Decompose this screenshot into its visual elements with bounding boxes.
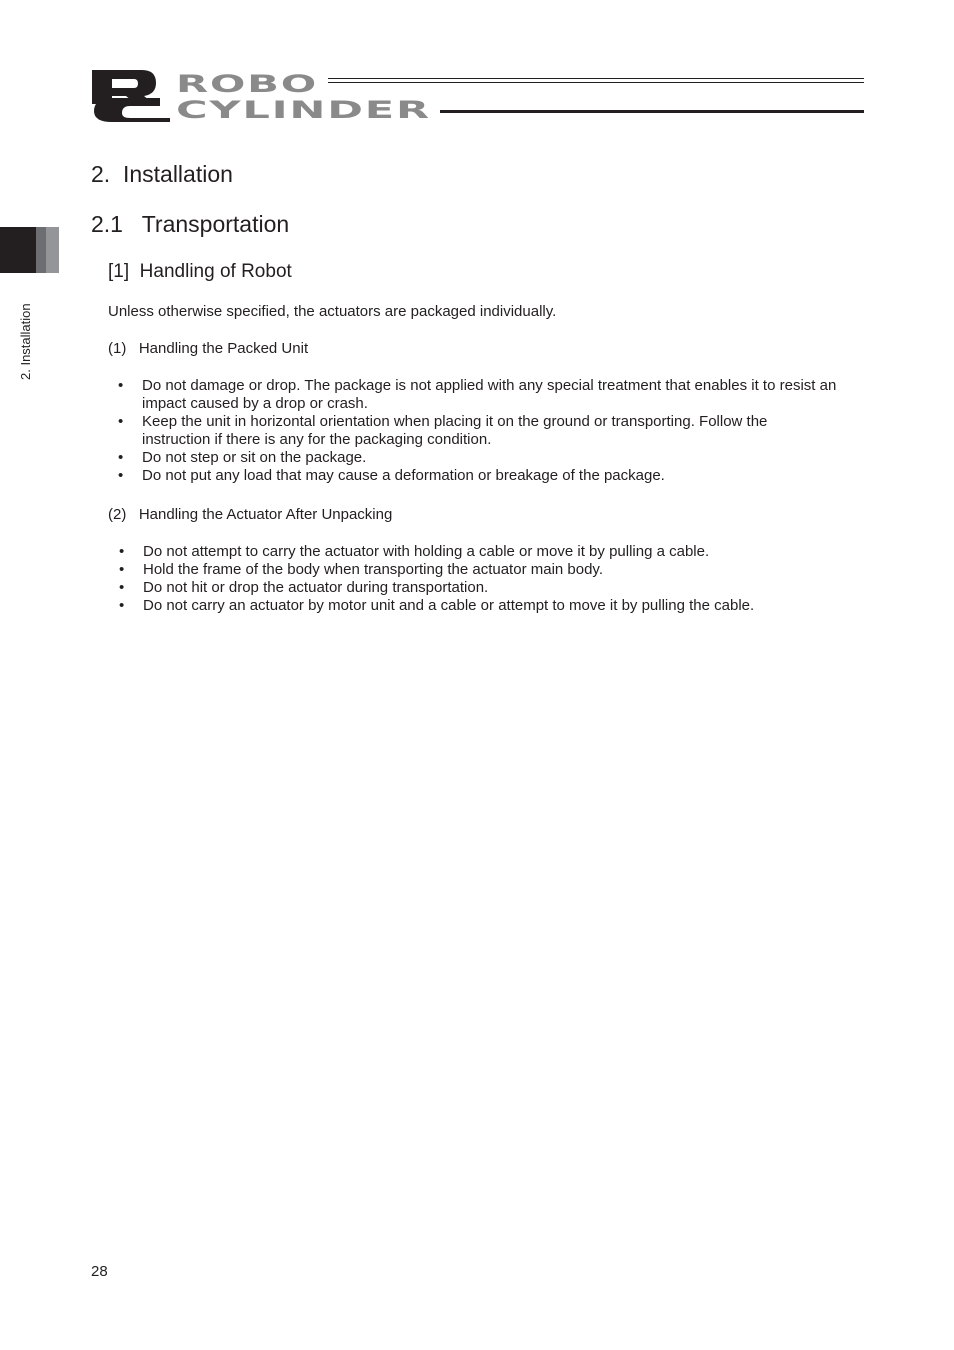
bullet-icon: •	[119, 543, 125, 560]
bullet-icon: •	[118, 413, 124, 430]
list-item: • Do not damage or drop. The package is not applied with any special treatment that enables it to resist an impact caused by a drop or crash.	[118, 377, 837, 412]
svg-text:ROBO: ROBO	[176, 70, 318, 98]
bullet-icon: •	[119, 561, 125, 578]
bullet-list	[111, 543, 871, 615]
list-item: • Do not hit or drop the actuator during transportation.	[119, 579, 489, 596]
bullet-list	[110, 377, 870, 485]
list-item: • Do not attempt to carry the actuator with holding a cable or move it by pulling a cable.	[119, 543, 710, 560]
list-item: • Do not step or sit on the package.	[118, 449, 367, 466]
list-item: • Keep the unit in horizontal orientation when placing it on the ground or transporting. Follow the instruction if there is any for the packaging condition.	[118, 413, 768, 448]
group-heading: (1) Handling the Packed Unit	[108, 340, 309, 357]
header-rule-bottom	[440, 110, 864, 113]
chapter-tab-mid	[36, 227, 46, 273]
side-chapter-label: 2. Installation	[18, 303, 33, 380]
robo-cylinder-logo	[90, 68, 435, 126]
chapter-title: 2. Installation	[91, 161, 233, 187]
header-rule-top	[328, 78, 864, 79]
section-title: 2.1 Transportation	[91, 211, 290, 237]
bullet-icon: •	[119, 597, 125, 614]
intro-paragraph: Unless otherwise specified, the actuators are packaged individually.	[108, 303, 557, 320]
bullet-icon: •	[118, 449, 124, 466]
bullet-icon: •	[119, 579, 125, 596]
chapter-tab-dark	[0, 227, 36, 273]
list-item: • Do not put any load that may cause a deformation or breakage of the package.	[118, 467, 665, 484]
list-item: • Hold the frame of the body when transporting the actuator main body.	[119, 561, 603, 578]
header-rule-top-2	[328, 82, 864, 83]
page-number: 28	[91, 1263, 108, 1280]
svg-text:CYLINDER: CYLINDER	[176, 96, 431, 124]
group-heading: (2) Handling the Actuator After Unpacking	[108, 506, 393, 523]
subsection-title: [1] Handling of Robot	[108, 261, 292, 282]
chapter-tab-light	[46, 227, 59, 273]
bullet-icon: •	[118, 377, 124, 394]
bullet-icon: •	[118, 467, 124, 484]
list-item: • Do not carry an actuator by motor unit and a cable or attempt to move it by pulling the cable.	[119, 597, 755, 614]
